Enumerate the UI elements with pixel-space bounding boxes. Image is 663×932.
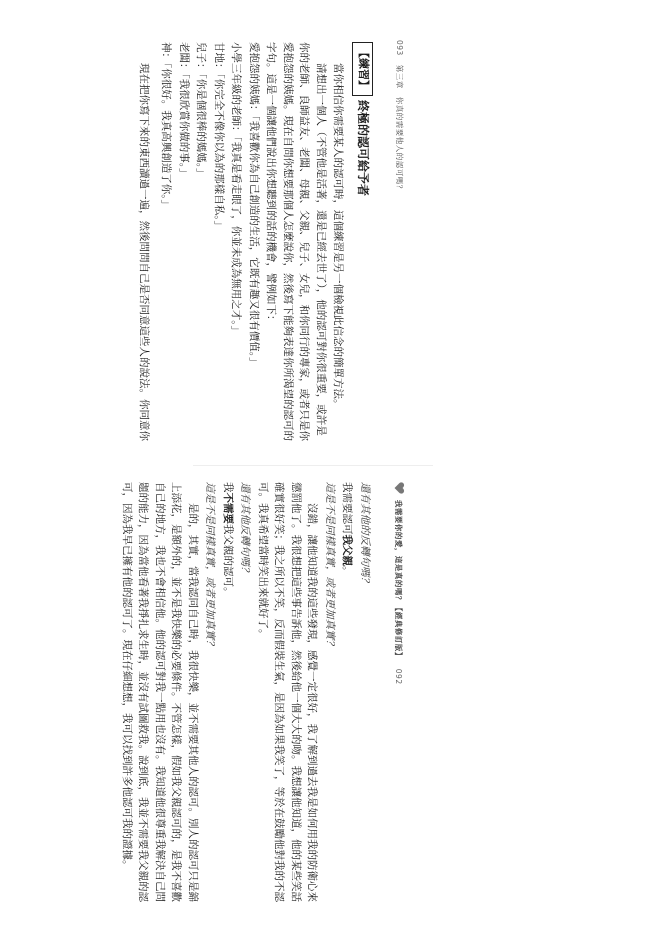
body-paragraph: 請想出一個人（不管他是活著，還是已經去世了），他的認可對你很重要，或許是你的老師、良師益友、老闆、母親、父親、兒子、女兒，和你同行的專家，或者只是你愛抱怨的姨媽。現在自問你想要那個人怎麼說你，然後寫下能夠表達你所渴望的認可的字句。這是一個讓他們說出你想聽到的話的機會，譬例如下：: [265, 42, 327, 441]
dialog-line: 小學三年級的老師：「我真是看走眼了，你並未成為無用之才。」: [230, 42, 243, 336]
question-line: 還有其他的反轉句嗎？: [359, 482, 371, 587]
page-number: 093: [395, 40, 404, 56]
chapter-title: 我需要你的愛，這是真的嗎？【經典修訂版】: [394, 499, 403, 660]
page-body: [118, 482, 374, 902]
question-line: 還有其他反轉句嗎？: [239, 482, 252, 577]
dialog-line: 兒子：「你是個很棒的媽媽。」: [195, 42, 208, 179]
body-paragraph: 是的，其實，當我認同自己時，我很快樂，並不需要其他人的認可。別人的認可只是錦上添花，是額外的，並不是我快樂的必要條件。不管怎樣，假如我父親認可的，是我不喜歡自己的地方，我也不會相信他。他的認可對我一點用也沒有。我知道他很尊重我解決自己問題的能力，因為當他看著我掙扎求生時，並沒有試圖救我。說到底，我並不需要我父親的認可，因為我早已擁有他的認可了。現在仔細想想，我可以找到許多他認可我的證據。: [121, 482, 199, 902]
answer-line: 我需要認可我父親。: [341, 482, 354, 577]
dialog-line: 愛抱怨的姨媽：「我喜歡你為自己創造的生活，它既有趣又很有價值。」: [248, 42, 260, 368]
page-number: 092: [394, 668, 403, 685]
page-body: [135, 42, 374, 442]
question-line: 這是不是同樣真實，或者更加真實？: [204, 482, 217, 650]
chapter-title: 第三章 你真的需要他人的認可嗎？: [395, 64, 404, 193]
dialog-line: 老闆：「我很欣賞你做的事。」: [178, 42, 190, 179]
dialog-line: 甘地：「你完全不像你以為的那樣自私。」: [213, 42, 225, 231]
question-line: 這是不是同樣真實，或者更加真實？: [324, 482, 336, 650]
exercise-tag: 【練習】: [353, 42, 374, 96]
right-page: [0, 466, 663, 932]
body-paragraph: 當你相信你需要某人的認可時，這個練習是另一個檢視此信念的簡單方法。: [332, 63, 345, 410]
body-paragraph: 沒錯，讓他知道我的這些發現，感覺一定很好，我了解到過去我是如何用我的防衛心來懲罰他了。我很想把這些事告訴他，然後給他一個大大的吻。我想讓他知道，他的某些笑話確實很好笑；我之所以不笑，反而假裝生氣，是因為如果我笑了，等於在鼓勵他對我的不認可。我真希望當時笑出來就好了。: [257, 482, 319, 902]
heart-icon: [394, 482, 405, 494]
running-head: [393, 482, 405, 691]
exercise-title: [353, 42, 374, 442]
dialog-line: 神：「你很好。我真高興創造了你。」: [160, 42, 173, 210]
closing-paragraph: 現在把你寫下來的東西讀過一遍，然後問問自己是否同意這些人的說法。你同意你: [138, 63, 150, 441]
answer-line: 我不需要我父親的認可。: [222, 482, 234, 598]
running-head: [394, 40, 405, 193]
exercise-heading: 終極的認可給予者: [356, 100, 370, 197]
